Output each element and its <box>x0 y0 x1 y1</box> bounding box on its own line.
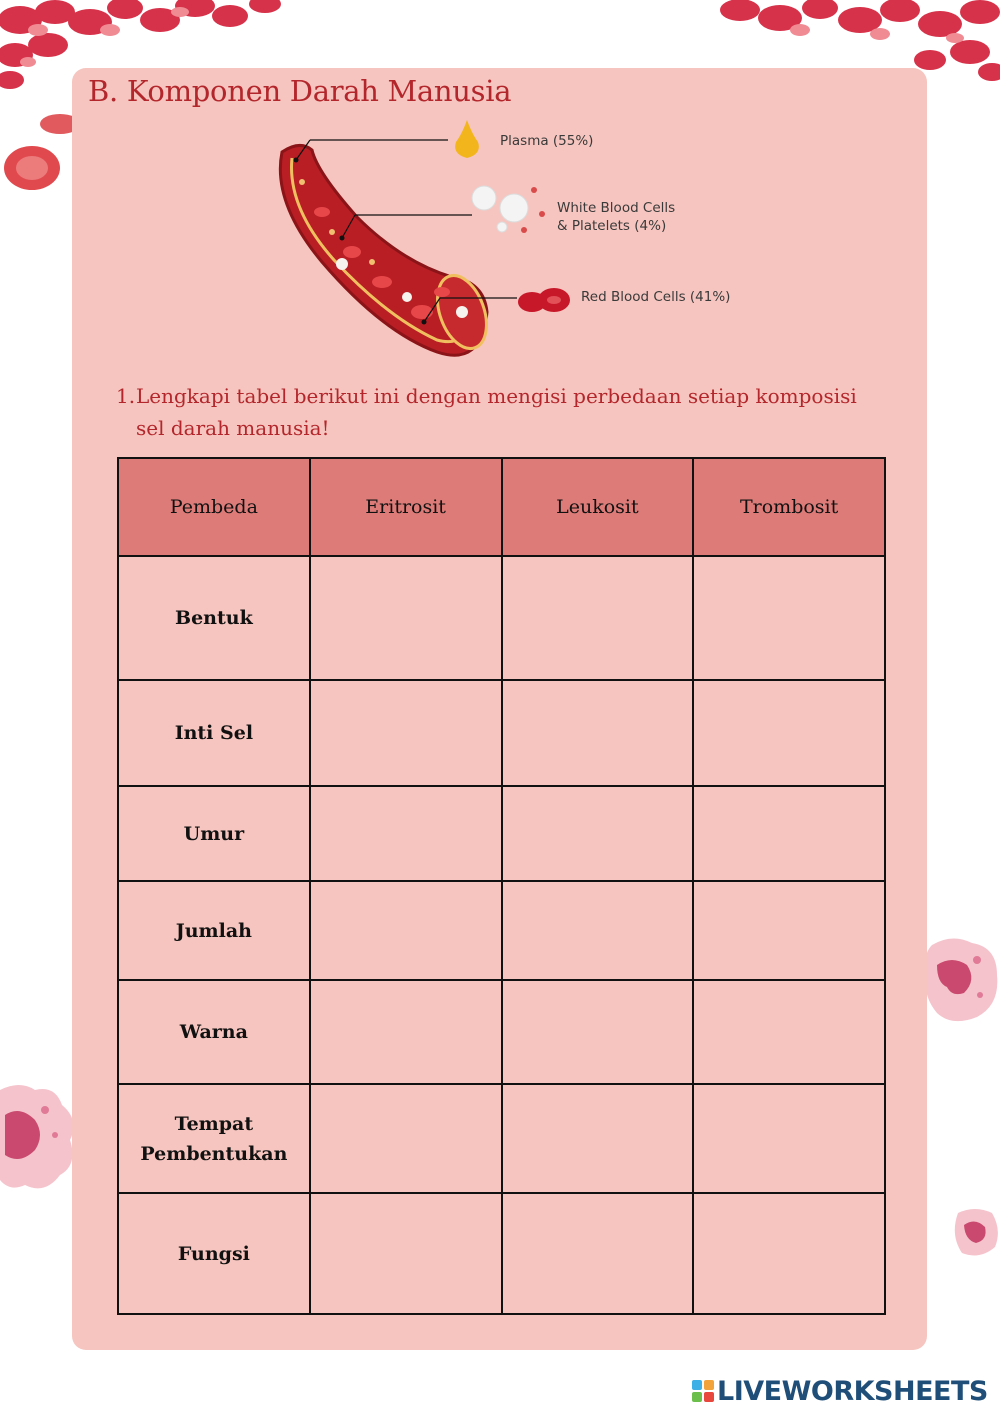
table-row <box>118 980 885 1084</box>
answer-cell-leukosit-jumlah[interactable] <box>502 881 694 980</box>
blood-vessel-illustration <box>280 145 495 355</box>
answer-cell-eritrosit-tempat[interactable] <box>310 1084 502 1193</box>
blood-composition-diagram <box>262 112 762 374</box>
table-row <box>118 1193 885 1314</box>
white-blood-cell-decoration-left <box>0 1080 80 1195</box>
table-header-row <box>118 458 885 556</box>
answer-cell-eritrosit-umur[interactable] <box>310 786 502 881</box>
row-label-tempat-pembentukan <box>118 1084 310 1193</box>
table-row <box>118 680 885 786</box>
answer-cell-trombosit-tempat[interactable] <box>693 1084 885 1193</box>
row-label-text: Inti Sel <box>174 722 254 744</box>
red-blood-cells-icon <box>518 288 570 312</box>
instruction-line1: Lengkapi tabel berikut ini dengan mengisi perbedaan setiap komposisi <box>136 384 857 408</box>
instruction-number: 1. <box>116 384 136 408</box>
table-row <box>118 1084 885 1193</box>
row-label-text: Fungsi <box>177 1242 250 1265</box>
section-title: B. Komponen Darah Manusia <box>88 74 512 108</box>
answer-cell-eritrosit-warna[interactable] <box>310 980 502 1084</box>
answer-cell-eritrosit-bentuk[interactable] <box>310 556 502 680</box>
answer-cell-trombosit-jumlah[interactable] <box>693 881 885 980</box>
row-label-fungsi <box>118 1193 310 1314</box>
header-pembeda: Pembeda <box>118 458 310 556</box>
liveworksheets-logo-icon <box>692 1380 714 1402</box>
white-blood-cells-icon <box>472 186 545 233</box>
table-row <box>118 786 885 881</box>
answer-cell-leukosit-tempat[interactable] <box>502 1084 694 1193</box>
table-row <box>118 881 885 980</box>
comparison-table <box>117 457 886 1315</box>
answer-cell-leukosit-inti-sel[interactable] <box>502 680 694 786</box>
row-label-bentuk <box>118 556 310 680</box>
answer-cell-trombosit-warna[interactable] <box>693 980 885 1084</box>
row-label-text-line2: Pembentukan <box>140 1142 288 1165</box>
answer-cell-leukosit-umur[interactable] <box>502 786 694 881</box>
wbc-label-line2: & Platelets (4%) <box>557 218 667 234</box>
plasma-drop-icon <box>455 120 479 158</box>
answer-cell-leukosit-bentuk[interactable] <box>502 556 694 680</box>
white-blood-cell-decoration-right-small <box>950 1205 1000 1260</box>
answer-cell-leukosit-warna[interactable] <box>502 980 694 1084</box>
row-label-text: Bentuk <box>175 607 253 629</box>
wbc-label-line1: White Blood Cells <box>557 200 676 216</box>
row-label-text: Warna <box>179 1021 248 1043</box>
answer-cell-trombosit-bentuk[interactable] <box>693 556 885 680</box>
row-label-warna <box>118 980 310 1084</box>
answer-cell-eritrosit-fungsi[interactable] <box>310 1193 502 1314</box>
answer-cell-leukosit-fungsi[interactable] <box>502 1193 694 1314</box>
row-label-text: Umur <box>183 822 245 845</box>
answer-cell-eritrosit-inti-sel[interactable] <box>310 680 502 786</box>
row-label-text: Jumlah <box>175 919 252 942</box>
header-trombosit: Trombosit <box>693 458 885 556</box>
row-label-umur <box>118 786 310 881</box>
liveworksheets-logo-text: LIVEWORKSHEETS <box>717 1375 988 1407</box>
answer-cell-trombosit-inti-sel[interactable] <box>693 680 885 786</box>
header-eritrosit: Eritrosit <box>310 458 502 556</box>
row-label-inti-sel <box>118 680 310 786</box>
rbc-label: Red Blood Cells (41%) <box>581 289 731 305</box>
plasma-label: Plasma (55%) <box>500 133 594 149</box>
liveworksheets-logo[interactable] <box>692 1374 988 1408</box>
white-blood-cell-decoration-right <box>922 935 1000 1025</box>
row-label-jumlah <box>118 881 310 980</box>
row-label-text-line1: Tempat <box>174 1112 254 1135</box>
instruction-line2: sel darah manusia! <box>136 416 330 440</box>
header-leukosit: Leukosit <box>502 458 694 556</box>
table-row <box>118 556 885 680</box>
answer-cell-trombosit-umur[interactable] <box>693 786 885 881</box>
instruction <box>116 380 896 444</box>
answer-cell-trombosit-fungsi[interactable] <box>693 1193 885 1314</box>
answer-cell-eritrosit-jumlah[interactable] <box>310 881 502 980</box>
